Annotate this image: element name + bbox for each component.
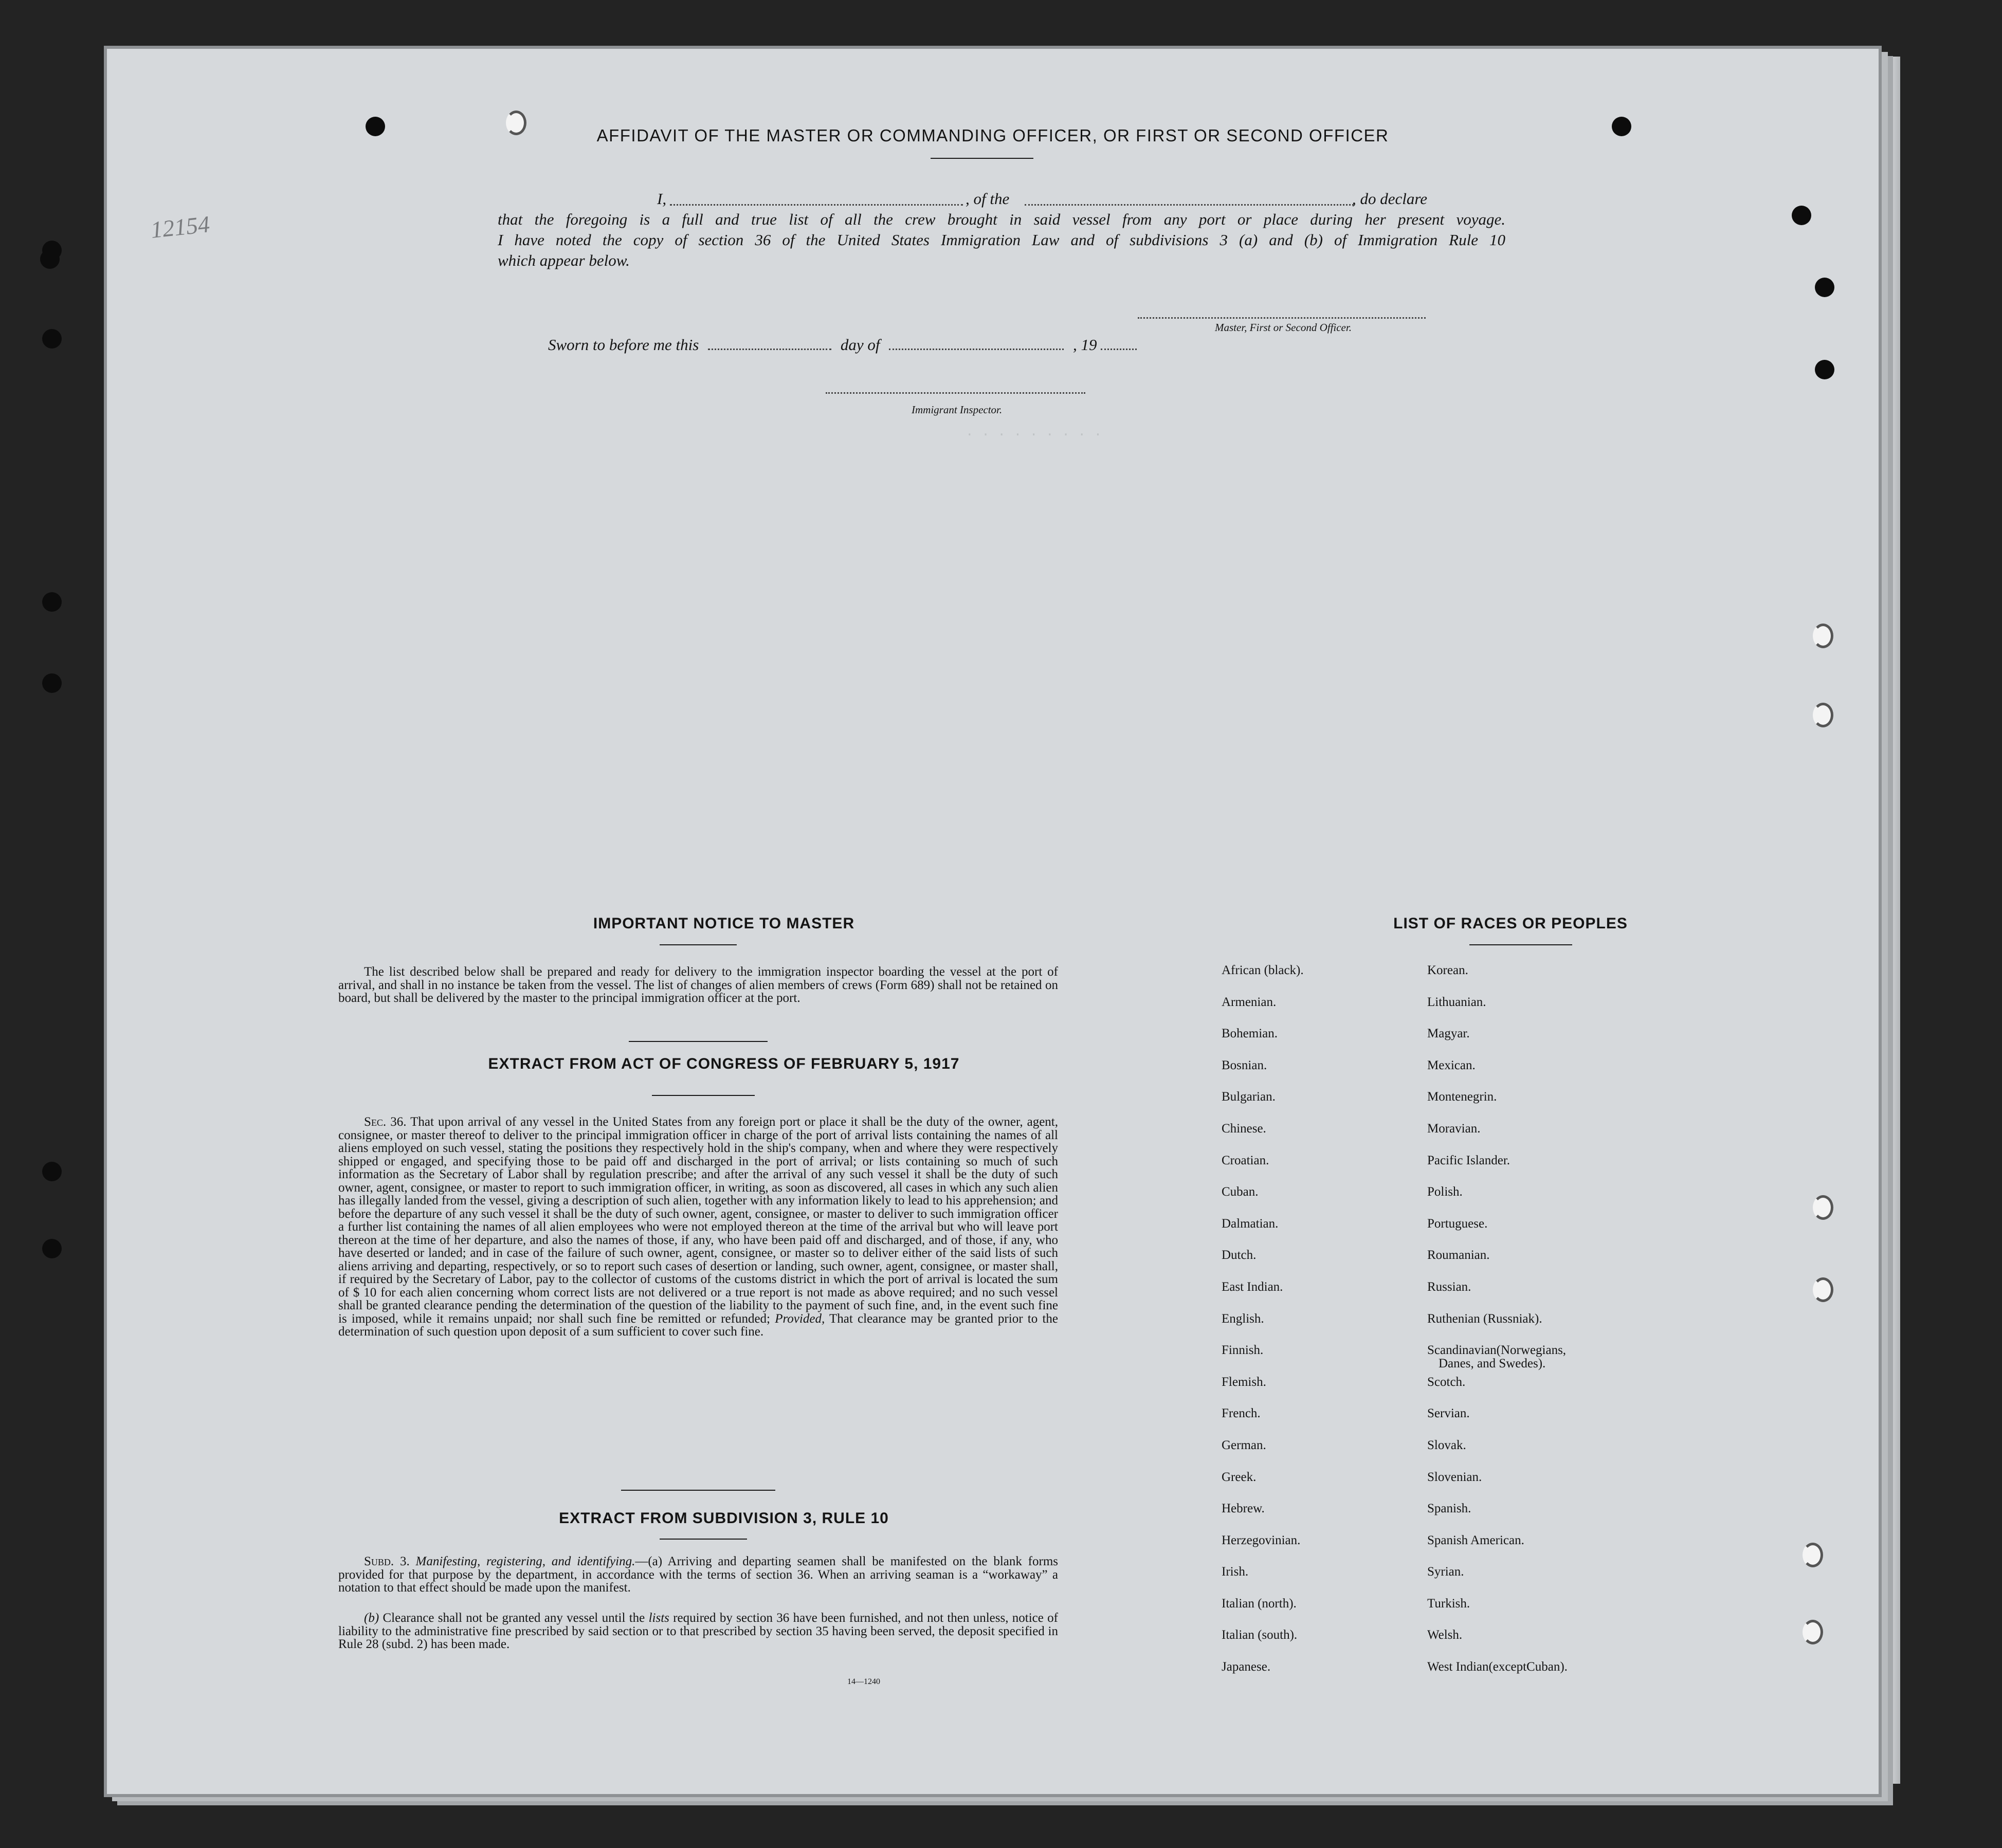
master-signature-label: Master, First or Second Officer. <box>1215 321 1352 334</box>
affidavit-text <box>498 189 1505 271</box>
subdivision-3b-text <box>338 1612 1058 1651</box>
affidavit-of-the: , of the <box>966 190 1010 208</box>
race-item: Ruthenian (Russniak). <box>1427 1311 1542 1326</box>
race-item: Mexican. <box>1427 1058 1476 1072</box>
subd-b-text-2: required by section 36 have been furnished, and not then unless, notice of liability to the administrative fine prescribed by said section or to that prescribed by section 35 having been served, the deposit specified in Rule 28 (subd. 2) has been made. <box>338 1611 1058 1651</box>
subd-b-lists: lists <box>648 1611 669 1625</box>
race-item: Slovenian. <box>1427 1470 1482 1484</box>
race-item: Bulgarian. <box>1222 1090 1276 1104</box>
race-item: Turkish. <box>1427 1596 1470 1611</box>
day-blank <box>708 349 831 350</box>
punch-hole <box>1815 278 1834 297</box>
subd-b-text-1: Clearance shall not be granted any vessel until the <box>383 1611 645 1625</box>
race-item: Dutch. <box>1222 1248 1257 1263</box>
race-item: Dalmatian. <box>1222 1216 1279 1231</box>
month-blank <box>889 349 1064 350</box>
inspector-label: Immigrant Inspector. <box>912 404 1003 416</box>
punch-hole <box>42 1239 62 1258</box>
punch-hole <box>1813 624 1833 648</box>
affidavit-title: AFFIDAVIT OF THE MASTER OR COMMANDING OFFICER, OR FIRST OR SECOND OFFICER <box>596 126 1389 145</box>
name-blank <box>670 204 963 206</box>
punch-hole <box>1813 1195 1833 1220</box>
race-item: East Indian. <box>1222 1279 1283 1294</box>
race-item: Roumanian. <box>1427 1248 1490 1263</box>
race-item: Portuguese. <box>1427 1216 1488 1231</box>
race-item: Japanese. <box>1222 1660 1271 1674</box>
extract-act-rule <box>652 1095 755 1096</box>
race-item: French. <box>1222 1406 1261 1421</box>
race-item: English. <box>1222 1311 1264 1326</box>
race-item: Russian. <box>1427 1279 1471 1294</box>
inspector-signature-blank <box>826 392 1085 394</box>
affidavit-line-2: that the foregoing is a full and true list of all the crew brought in said vessel from any port or place during her present voyage. <box>498 210 1505 228</box>
race-item: Korean. <box>1427 963 1468 977</box>
race-item: Bohemian. <box>1222 1027 1278 1041</box>
extract-act-end-rule <box>621 1490 775 1491</box>
affidavit-line-3: I have noted the copy of section 36 of the United States Immigration Law and of subdivisions 3 (a) and (b) of Immigration Rule 10 <box>498 231 1505 249</box>
punch-hole <box>1813 1277 1833 1302</box>
race-item: Scandinavian(Norwegians, <box>1427 1343 1567 1358</box>
punch-hole <box>42 329 62 349</box>
subdivision-3a-text <box>338 1555 1058 1595</box>
race-item: Slovak. <box>1427 1438 1466 1452</box>
races-left-column <box>1222 964 1304 1692</box>
race-item-scandinavian <box>1427 1344 1568 1376</box>
race-item: Polish. <box>1427 1185 1463 1199</box>
race-item: Chinese. <box>1222 1121 1266 1136</box>
race-item: Spanish American. <box>1427 1533 1524 1547</box>
race-item: Magyar. <box>1427 1027 1470 1041</box>
master-signature-blank <box>1138 317 1426 319</box>
section-36-end: That clearance may be granted prior to the determination of such question upon deposit of a sum sufficient to cover such fine. <box>338 1311 1058 1339</box>
race-item-continuation: Danes, and Swedes). <box>1439 1357 1546 1371</box>
races-right-column <box>1427 964 1568 1692</box>
notice-heading: IMPORTANT NOTICE TO MASTER <box>593 915 855 932</box>
race-item: Flemish. <box>1222 1375 1266 1389</box>
title-rule <box>931 158 1033 159</box>
stamp-number: 12154 <box>149 211 211 243</box>
punch-hole <box>1803 1543 1823 1567</box>
race-item: Armenian. <box>1222 995 1277 1009</box>
year-prefix: , 19 <box>1072 336 1097 354</box>
subd-b-label: (b) <box>364 1611 379 1625</box>
affidavit-i: I, <box>657 190 667 208</box>
subd-title: Manifesting, registering, and identifying. <box>415 1554 635 1568</box>
vessel-blank <box>1025 204 1354 206</box>
punch-hole <box>42 592 62 612</box>
affidavit-do-declare: , do declare <box>1352 190 1428 208</box>
day-of: day of <box>840 336 880 354</box>
races-heading: LIST OF RACES OR PEOPLES <box>1393 915 1628 932</box>
races-rule <box>1469 944 1572 945</box>
affidavit-line-1 <box>498 189 1505 209</box>
subd-label: Subd. 3. <box>364 1554 410 1568</box>
race-item: Herzegovinian. <box>1222 1533 1301 1547</box>
race-item: Lithuanian. <box>1427 995 1486 1009</box>
race-item: Cuban. <box>1222 1185 1259 1199</box>
race-item: Montenegrin. <box>1427 1090 1497 1104</box>
affidavit-line-4: which appear below. <box>498 251 630 269</box>
race-item: West Indian(exceptCuban). <box>1427 1660 1568 1674</box>
document-page <box>107 49 1879 1794</box>
section-36-text <box>338 1115 1058 1339</box>
race-item: Welsh. <box>1427 1628 1463 1642</box>
race-item: Croatian. <box>1222 1153 1269 1167</box>
race-item: Syrian. <box>1427 1565 1464 1579</box>
sworn-prefix: Sworn to before me this <box>548 336 699 354</box>
sworn-row <box>548 336 1137 354</box>
notice-end-rule <box>629 1041 768 1042</box>
race-item: Finnish. <box>1222 1343 1264 1358</box>
race-item: Servian. <box>1427 1406 1470 1421</box>
race-item: Hebrew. <box>1222 1502 1265 1516</box>
race-item: Scotch. <box>1427 1375 1466 1389</box>
race-item: Italian (south). <box>1222 1628 1298 1642</box>
bleed-through-text: . . . . . . . . . <box>966 424 1102 440</box>
race-item: Moravian. <box>1427 1121 1481 1136</box>
race-item: Pacific Islander. <box>1427 1153 1510 1167</box>
notice-text: The list described below shall be prepared and ready for delivery to the immigration inspector boarding the vessel at the port of arrival, and shall in no instance be taken from the vessel. The list of changes of alien members of crews (Form 689) shall not be retained on board, but shall be delivered by the master to the principal immigration officer at the port. <box>338 965 1058 1005</box>
punch-hole <box>42 241 62 260</box>
form-number: 14—1240 <box>847 1677 880 1686</box>
punch-hole <box>42 1162 62 1181</box>
extract-act-heading: EXTRACT FROM ACT OF CONGRESS OF FEBRUARY 5, 1917 <box>488 1055 960 1072</box>
race-item: Greek. <box>1222 1470 1257 1484</box>
extract-rule-heading: EXTRACT FROM SUBDIVISION 3, RULE 10 <box>559 1510 889 1527</box>
punch-hole <box>1815 360 1834 379</box>
race-item: Italian (north). <box>1222 1596 1297 1611</box>
subd-a-text: —(a) Arriving and departing seamen shall be manifested on the blank forms provided for that purpose by the department, in accordance with the terms of section 36. When an arriving seaman is a “workaway” a notation to that effect should be made upon the manifest. <box>338 1554 1058 1595</box>
punch-hole <box>1813 703 1833 727</box>
punch-hole <box>1803 1620 1823 1644</box>
race-item: Irish. <box>1222 1565 1249 1579</box>
extract-rule-rule <box>660 1539 747 1540</box>
race-item: Spanish. <box>1427 1502 1471 1516</box>
section-36-label: Sec. 36. <box>364 1115 407 1129</box>
race-item: German. <box>1222 1438 1266 1452</box>
punch-hole <box>42 673 62 693</box>
race-item: African (black). <box>1222 963 1304 977</box>
notice-rule <box>660 944 737 945</box>
section-36-provided: Provided, <box>775 1311 825 1326</box>
punch-hole <box>1792 206 1811 225</box>
year-blank <box>1101 349 1137 350</box>
race-item: Bosnian. <box>1222 1058 1267 1072</box>
section-36-body: That upon arrival of any vessel in the United States from any foreign port or place it shall be the duty of the owner, agent, consignee, or master thereof to deliver to the principal immigration officer in charge of the port of arrival lists containing the names of all aliens employed on such vessel, stating the positions they respectively hold in the ship's company, when and where they were respectively shipped or engaged, and specifying those to be paid off and discharged in the port of arrival; or lists containing so much of such information as the Secretary of Labor shall by regulation prescribe; and after the arrival of any such vessel it shall be the duty of such owner, agent, consignee, or master to report to such immigration officer, in writing, as soon as discovered, all cases in which any such alien has illegally landed from the vessel, giving a description of such alien, together with any information likely to lead to his apprehension; and before the departure of any such vessel it shall be the duty of such owner, agent, consignee, or master to deliver to such immigration officer a further list containing the names of all alien employees who were not employed thereon at the time of the arrival but who will leave port thereon at the time of her departure, and also the names of those, if any, who have been paid off and discharged, and of those, if any, who have deserted or landed; and in case of the failure of such owner, agent, consignee, or master so to deliver either of the said lists of such aliens arriving and departing, respectively, or so to report such cases of desertion or landing, such owner, agent, consignee, or master shall, if required by the Secretary of Labor, pay to the collector of customs of the customs district in which the port of arrival is located the sum of $ 10 for each alien concerning whom correct lists are not delivered or a true report is not made as above required; and no such vessel shall be granted clearance pending the determination of the question of the liability to the payment of such fine, and, in the event such fine is imposed, while it remains unpaid; nor shall such fine be remitted or refunded; <box>338 1115 1059 1326</box>
